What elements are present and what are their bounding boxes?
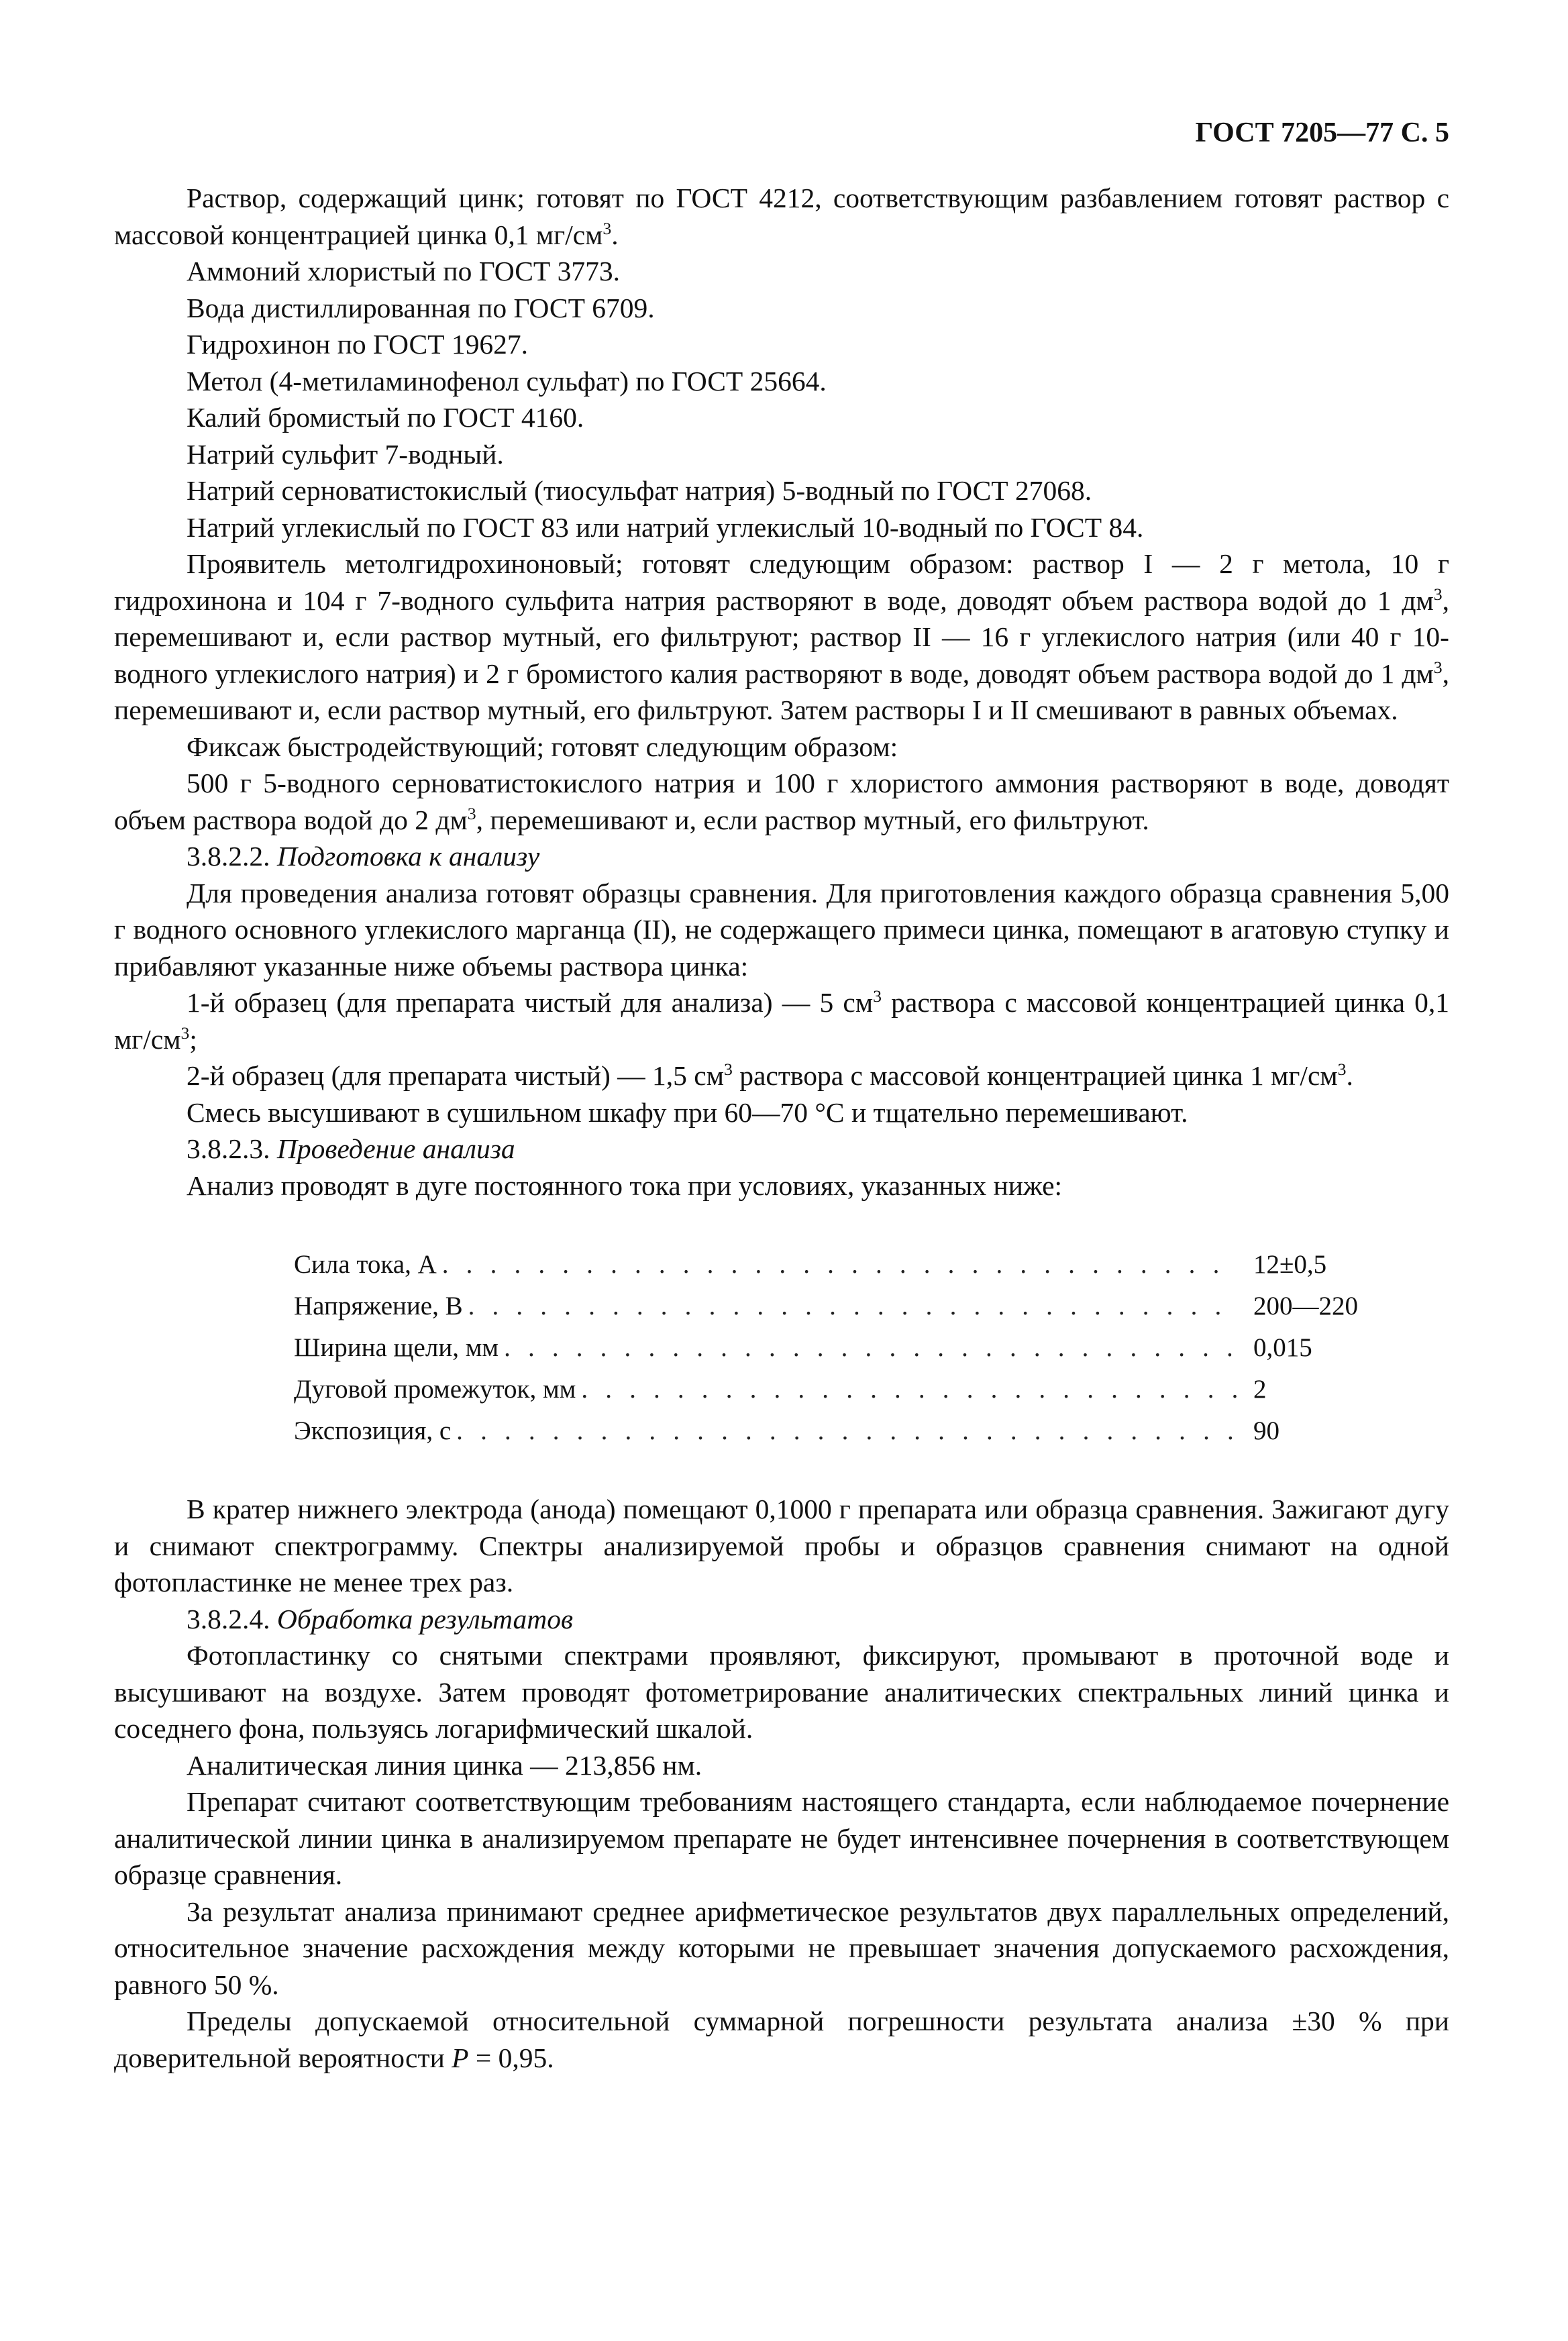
results-paragraph-5: Пределы допускаемой относительной суммарной погрешности результата анализа ±30 % при доверительной вероятности P = 0,95. (114, 2006, 1449, 2073)
results-paragraph-1: Фотопластинку со снятыми спектрами проявляют, фиксируют, промывают в проточной воде и высушивают на воздухе. Затем проводят фотометрирование аналитических спектральных линий цинка и соседнего фона, пользуясь логарифмический шкалой. (114, 1640, 1449, 1744)
reagent-item: Метол (4-метиламинофенол сульфат) по ГОСТ 25664. (187, 365, 827, 397)
leader-dots (456, 1410, 1239, 1452)
document-page (114, 114, 1449, 2076)
section-heading-analysis: 3.8.2.3. Проведение анализа (187, 1133, 515, 1164)
condition-row (294, 1410, 1367, 1452)
reagent-item: Натрий серноватистокислый (тиосульфат натрия) 5-водный по ГОСТ 27068. (187, 475, 1092, 506)
reagent-item: Натрий сульфит 7-водный. (187, 438, 504, 470)
page-header (114, 114, 1449, 152)
fixer-paragraph: 500 г 5-водного серноватистокислого натрия и 100 г хлористого аммония растворяют в воде, доводят объем раствора водой до 2 $дм^3$, перемешивают и, если раствор мутный, его фильтруют. (114, 768, 1449, 835)
section-heading-preparation: 3.8.2.2. Подготовка к анализу (187, 841, 540, 872)
preparation-paragraph: Для проведения анализа готовят образцы сравнения. Для приготовления каждого образца сравнения 5,00 г водного основного углекислого марганца (II), не содержащего примеси цинка, помещают в агатовую ступку и прибавляют указанные ниже объемы раствора цинка: (114, 877, 1449, 982)
results-paragraph-3: Препарат считают соответствующим требованиям настоящего стандарта, если наблюдаемое почернение аналитической линии цинка в анализируемом препарате не будет интенсивнее почернения в соответствующем образце сравнения. (114, 1786, 1449, 1890)
reagent-item: Гидрохинон по ГОСТ 19627. (187, 329, 529, 360)
analysis-intro: Анализ проводят в дуге постоянного тока при условиях, указанных ниже: (187, 1169, 1063, 1201)
condition-label: Сила тока, А (294, 1250, 437, 1279)
condition-value: 0,015 (1253, 1333, 1312, 1362)
condition-value: 90 (1253, 1416, 1279, 1445)
fixer-intro: Фиксаж быстродействующий; готовят следующим образом: (187, 731, 898, 762)
zinc-solution-paragraph: Раствор, содержащий цинк; готовят по ГОСТ 4212, соответствующим разбавлением готовят раствор с массовой концентрацией цинка 0,1 $мг/см^3$. (114, 183, 1449, 250)
reagent-list (114, 253, 1449, 545)
drying-paragraph: Смесь высушивают в сушильном шкафу при 60—70 °С и тщательно перемешивают. (187, 1096, 1188, 1128)
reagent-item: Вода дистиллированная по ГОСТ 6709. (187, 292, 655, 323)
condition-value: 200—220 (1253, 1292, 1358, 1320)
condition-row (294, 1244, 1367, 1286)
condition-value: 12±0,5 (1253, 1250, 1327, 1279)
leader-dots (581, 1369, 1239, 1410)
sample-1-paragraph: 1-й образец (для препарата чистый для анализа) — 5 $см^3$ раствора с массовой концентрацией цинка 0,1 $мг/см^3$; (114, 986, 1449, 1055)
leader-dots (468, 1286, 1239, 1327)
leader-dots (442, 1244, 1239, 1286)
condition-value: 2 (1253, 1375, 1267, 1404)
condition-row (294, 1286, 1367, 1327)
condition-label: Экспозиция, с (294, 1416, 452, 1445)
condition-label: Ширина щели, мм (294, 1333, 499, 1362)
sample-2-paragraph: 2-й образец (для препарата чистый) — 1,5 $см^3$ раствора с массовой концентрацией цинка 1 $мг/см^3$. (187, 1059, 1353, 1091)
section-heading-results: 3.8.2.4. Обработка результатов (187, 1603, 573, 1634)
results-paragraph-4: За результат анализа принимают среднее арифметическое результатов двух параллельных определений, относительное значение расхождения между которыми не превышает значения допускаемого расхождения, равного 50 %. (114, 1895, 1449, 2000)
condition-label: Напряжение, В (294, 1292, 463, 1320)
reagent-item: Калий бромистый по ГОСТ 4160. (187, 402, 584, 433)
condition-row (294, 1369, 1367, 1410)
analysis-paragraph: В кратер нижнего электрода (анода) помещают 0,1000 г препарата или образца сравнения. Зажигают дугу и снимают спектрограмму. Спектры анализируемой пробы и образцов сравнения снимают на одной фотопластинке не менее трех раз. (114, 1494, 1449, 1598)
reagent-item: Аммоний хлористый по ГОСТ 3773. (187, 256, 620, 287)
conditions-table (114, 1244, 1449, 1452)
reagent-item: Натрий углекислый по ГОСТ 83 или натрий углекислый 10-водный по ГОСТ 84. (187, 511, 1144, 543)
developer-paragraph: Проявитель метолгидрохиноновый; готовят следующим образом: раствор I — 2 г метола, 10 г гидрохинона и 104 г 7-водного сульфита натрия растворяют в воде, доводят объем раствора водой до 1 $дм^3$, перемешивают и, если раствор мутный, его фильтруют; раствор II — 16 г углекислого натрия (или 40 г 10-водного углекислого натрия) и 2 г бромистого калия растворяют в воде, доводят объем раствора водой до 1 $дм^3$, перемешивают и, если раствор мутный, его фильтруют. Затем растворы I и II смешивают в равных объемах. (114, 548, 1449, 725)
results-paragraph-2: Аналитическая линия цинка — 213,856 нм. (187, 1749, 702, 1781)
condition-label: Дуговой промежуток, мм (294, 1375, 576, 1404)
standard-title: ГОСТ 7205—77 С. 5 (1195, 117, 1449, 148)
leader-dots (504, 1327, 1239, 1369)
condition-row (294, 1327, 1367, 1369)
